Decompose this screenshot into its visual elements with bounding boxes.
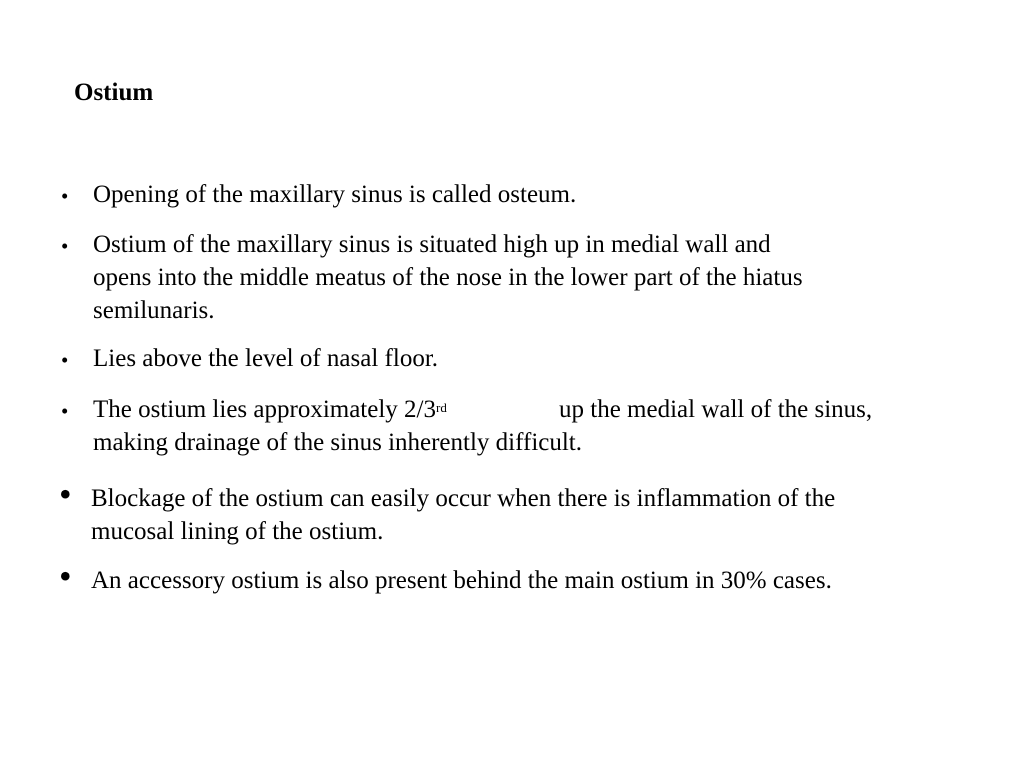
bullet-marker: • <box>61 399 69 423</box>
bullet-text-line: An accessory ostium is also present behind the main ostium in 30% cases. <box>91 567 832 594</box>
bullet-text-line: Opening of the maxillary sinus is called osteum. <box>93 181 577 208</box>
bullet-text-line: mucosal lining of the ostium. <box>91 518 384 545</box>
bullet-marker: • <box>59 556 72 596</box>
bullet-text-line: semilunaris. <box>93 297 215 324</box>
bullet-marker: • <box>61 234 69 258</box>
bullet-text-line: Ostium of the maxillary sinus is situated high up in medial wall and <box>93 231 771 258</box>
bullet-text-line: Lies above the level of nasal floor. <box>93 345 439 372</box>
bullet-text-line: up the medial wall of the sinus, <box>559 396 873 423</box>
bullet-marker: • <box>59 474 72 514</box>
bullet-text-line: Blockage of the ostium can easily occur when there is inflammation of the <box>91 485 836 512</box>
bullet-marker: • <box>61 348 69 372</box>
bullet-text-fragment: The ostium lies approximately 2/3 <box>93 396 436 423</box>
bullet-text-line: opens into the middle meatus of the nose in the lower part of the hiatus <box>93 264 803 291</box>
bullet-marker: • <box>61 184 69 208</box>
slide-title: Ostium <box>74 79 154 106</box>
bullet-text-line <box>93 393 447 426</box>
superscript: rd <box>436 400 447 415</box>
bullet-text-line: making drainage of the sinus inherently difficult. <box>93 429 583 456</box>
